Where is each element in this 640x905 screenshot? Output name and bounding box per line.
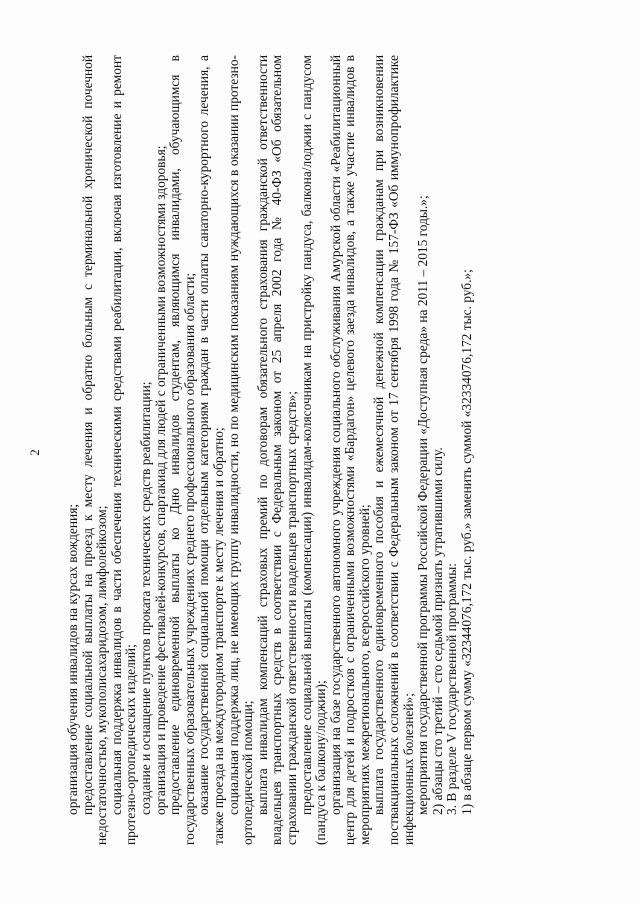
paragraph-5: организация и проведение фестивалей-конкурсов, спартакиад для людей с ограниченными возможностями здоровья; (152, 145, 168, 815)
paragraph-1: организация обучения инвалидов на курсах вождения; (65, 503, 80, 815)
paragraph-13: мероприятия государственной программы Российской Федерации «Доступная среда» на 2011 – 2015 годы.»; (415, 195, 431, 815)
paragraph-10: предоставление социальной выплаты (компенсации) инвалидам-колясочникам на пристройку пандуса, балкона/лоджии с пандусом (пандуса к балкону/лоджии); (298, 55, 329, 845)
page-number: 2 (27, 449, 42, 456)
document-body (66, 55, 475, 845)
paragraph-16: 1) в абзаце первом сумму «32344076,172 тыс. руб.» заменить суммой «32334076,172 тыс. руб.»; (459, 269, 475, 815)
paragraph-2: предоставление социальной выплаты на проезд к месту лечения и обратно больным с терминальной хронической почечной недостаточностью, мукополисахаридозом, лимфолейкозом; (79, 55, 110, 845)
paragraph-12: выплата государственного единовременного пособия и ежемесячной денежной компенсации гражданам при возникновении поствакцинальных осложнений в соответствии с Федеральным законом от 17 сентября 1998 года № 157-ФЗ «Об иммунопрофилактике инфекционных болезней»; (371, 55, 416, 845)
paragraph-7: оказание государственной социальной помощи отдельным категориям граждан в части оплаты санаторно-курортного лечения, а также проезда на междугородном транспорте к месту лечения и обратно; (196, 55, 226, 845)
paragraph-4: создание и оснащение пунктов проката технических средств реабилитации; (137, 381, 153, 815)
paragraph-11: организация на базе государственного автономного учреждения социального обслуживания Амурской области «Реабилитационный центр для детей и подростков с ограниченными возможностями «Бардагон» целевого заезда инвалидов, а также участие инвалидов в мероприятиях межрегионального, всероссийского уровней; (327, 55, 372, 845)
paragraph-15: 3. В разделе V государственной программы: (444, 563, 460, 815)
paragraph-9: выплата инвалидам компенсаций страховых премий по договорам обязательного страхования гражданской ответственности владельцев транспортных средств в соответствии с Федеральным законом от 25 апреля 2002 года № 40-ФЗ «Об обязательном страховании гражданской ответственности владельцев транспортных средств»; (254, 55, 299, 845)
paragraph-14: 2) абзацы сто третий – сто седьмой признать утратившими силу. (429, 447, 445, 815)
paragraph-6: предоставление единовременной выплаты ко Дню инвалидов студентам, являющимся инвалидами, обучающимся в государственных образовательных учреждениях среднего профессионального образования области; (167, 55, 197, 845)
paragraph-8: социальная поддержка лиц, не имеющих группу инвалидности, но по медицинским показаниям нуждающихся в оказании протезно-ортопедической помощи; (225, 55, 256, 845)
paragraph-3: социальная поддержка инвалидов в части обеспечения техническими средствами реабилитации, включая изготовление и ремонт протезно-ортопедических изделий; (108, 55, 139, 845)
